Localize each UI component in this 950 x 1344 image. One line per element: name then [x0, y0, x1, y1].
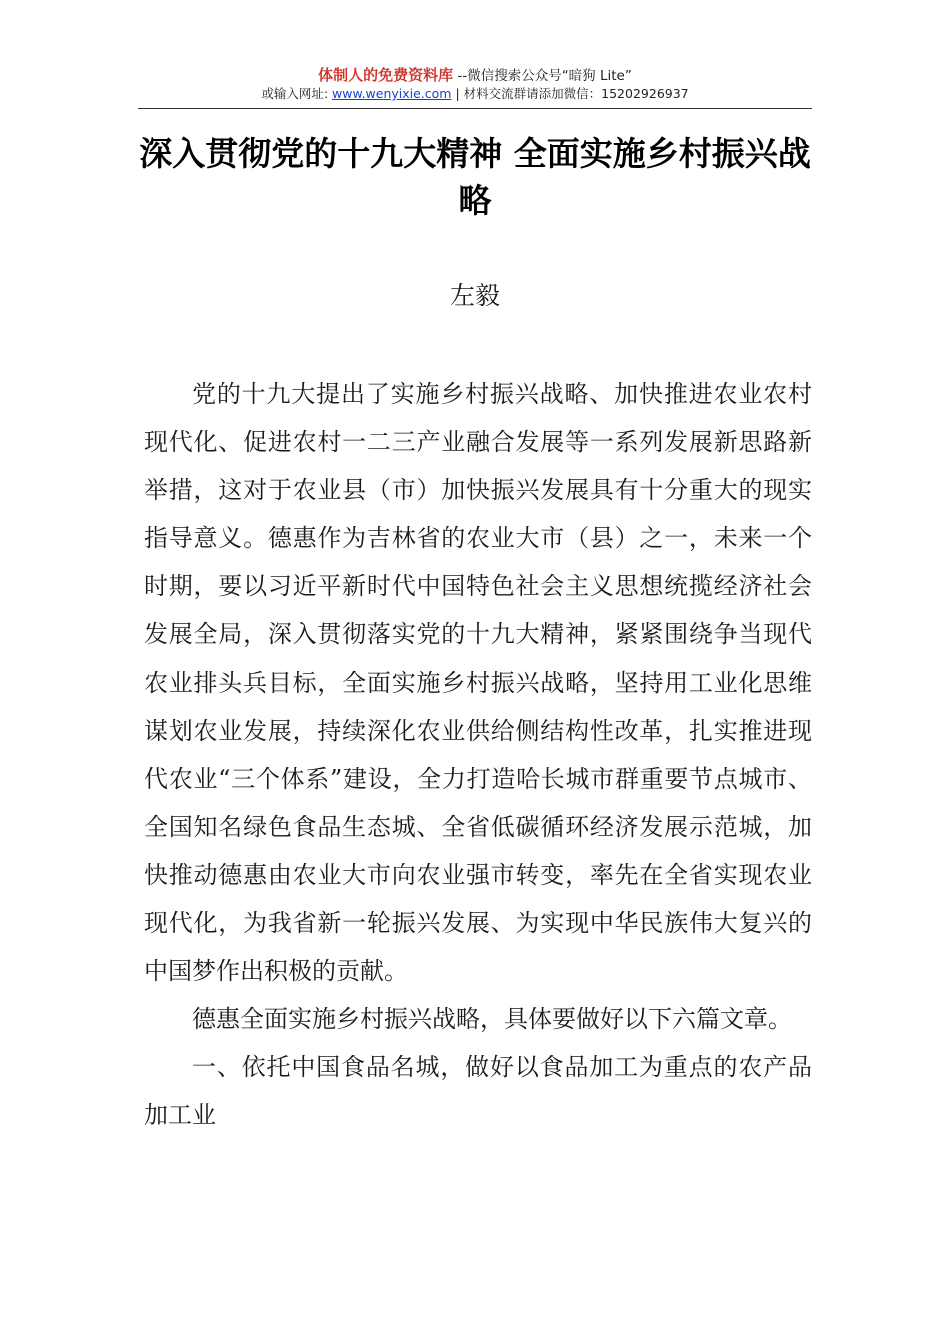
header-brand: 体制人的免费资料库 [318, 66, 454, 84]
document-title: 深入贯彻党的十九大精神 全面实施乡村振兴战略 [139, 134, 811, 220]
document-author: 左毅 [449, 281, 500, 310]
header-promo-line [138, 66, 812, 85]
header-site-prefix: 或输入网址: [261, 86, 333, 101]
page-header [138, 66, 812, 103]
body-paragraph: 党的十九大提出了实施乡村振兴战略、加快推进农业农村现代化、促进农村一二三产业融合发展等一系列发展新思路新举措，这对于农业县（市）加快振兴发展具有十分重大的现实指导意义。德惠作为吉林省的农业大市（县）之一，未来一个时期，要以习近平新时代中国特色社会主义思想统揽经济社会发展全局，深入贯彻落实党的十九大精神，紧紧围绕争当现代农业排头兵目标，全面实施乡村振兴战略，坚持用工业化思维谋划农业发展，持续深化农业供给侧结构性改革，扎实推进现代农业“三个体系”建设，全力打造哈长城市群重要节点城市、全国知名绿色食品生态城、全省低碳循环经济发展示范城，加快推动德惠由农业大市向农业强市转变，率先在全省实现农业现代化，为我省新一轮振兴发展、为实现中华民族伟大复兴的中国梦作出积极的贡献。 [144, 380, 812, 986]
header-divider [138, 108, 812, 109]
header-site-link[interactable]: www.wenyixie.com [332, 86, 452, 101]
document-body [144, 370, 812, 1140]
header-contact: | 材料交流群请添加微信：15202926937 [451, 86, 689, 101]
body-paragraph: 德惠全面实施乡村振兴战略，具体要做好以下六篇文章。 [192, 1005, 792, 1034]
header-wechat-note: --微信搜索公众号“暗狗 Lite” [453, 68, 632, 84]
section-heading: 一、依托中国食品名城，做好以食品加工为重点的农产品加工业 [144, 1053, 812, 1130]
header-site-line [138, 85, 812, 103]
